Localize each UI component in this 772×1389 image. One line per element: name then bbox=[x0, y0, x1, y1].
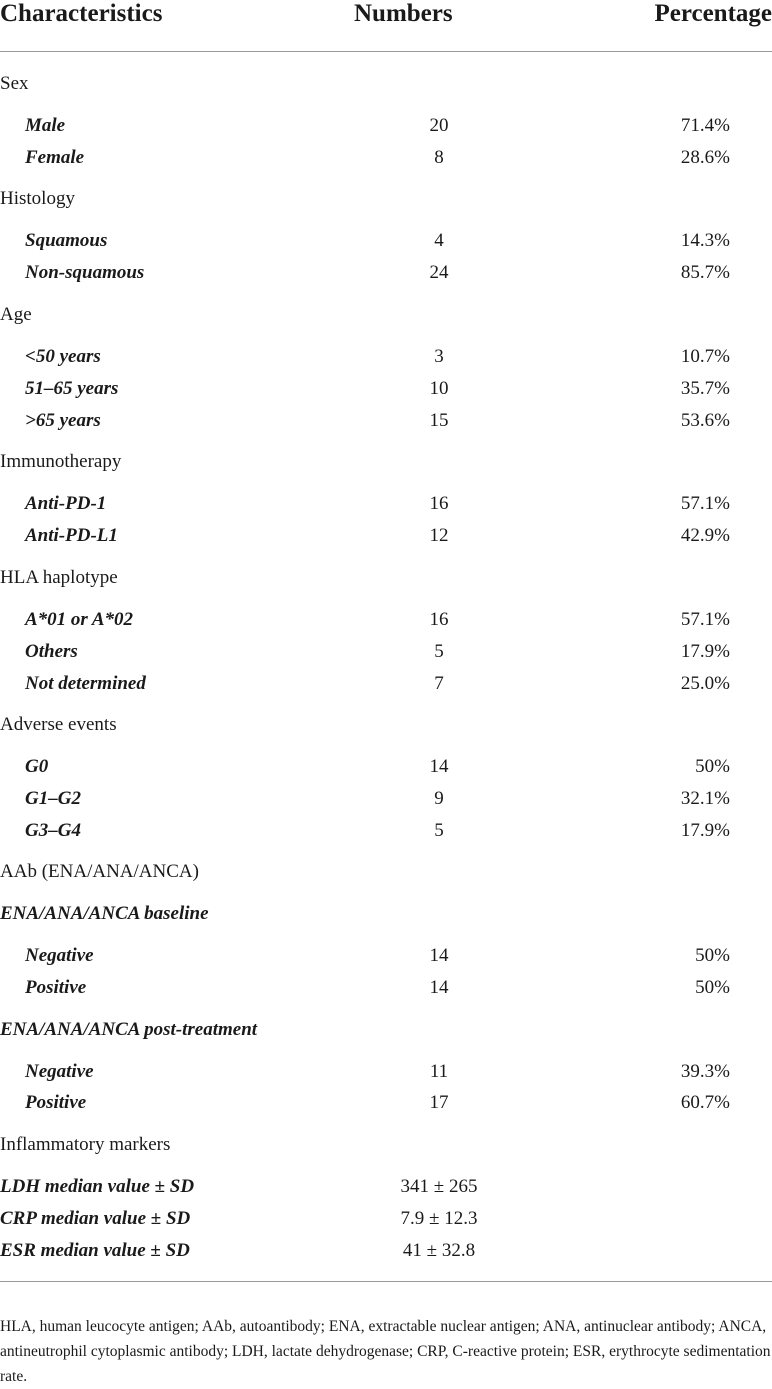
table-header bbox=[0, 0, 772, 44]
row-label: G3–G4 bbox=[25, 820, 81, 841]
row-percentage: 71.4% bbox=[680, 115, 730, 136]
table-footnote: HLA, human leucocyte antigen; AAb, autoantibody; ENA, extractable nuclear antigen; ANA, antinuclear antibody; ANCA, antineutrophil cytoplasmic antibody; LDH, lactate dehydrogenase; CRP, C-reactive protein; ESR, erythrocyte sedimentation rate. bbox=[0, 1318, 771, 1385]
row-label: Not determined bbox=[25, 673, 146, 694]
row-numbers: 12 bbox=[429, 525, 449, 546]
row-percentage: 42.9% bbox=[680, 525, 730, 546]
row-numbers: 16 bbox=[429, 609, 449, 630]
table-row bbox=[0, 262, 772, 294]
header-characteristics: Characteristics bbox=[0, 0, 163, 27]
row-percentage: 50% bbox=[695, 977, 730, 998]
row-label: Immunotherapy bbox=[0, 451, 122, 472]
table-row bbox=[0, 304, 772, 336]
row-percentage: 17.9% bbox=[680, 641, 730, 662]
table-row bbox=[0, 977, 772, 1009]
row-numbers: 41 ± 32.8 bbox=[402, 1240, 476, 1261]
table-row bbox=[0, 378, 772, 410]
table-row bbox=[0, 1019, 772, 1051]
row-percentage: 35.7% bbox=[680, 378, 730, 399]
row-numbers: 10 bbox=[429, 378, 449, 399]
row-label: Negative bbox=[25, 1061, 94, 1082]
row-label: Adverse events bbox=[0, 714, 117, 735]
row-label: ENA/ANA/ANCA post-treatment bbox=[0, 1019, 258, 1040]
row-percentage: 85.7% bbox=[680, 262, 730, 283]
table-row bbox=[0, 147, 772, 179]
table-row bbox=[0, 861, 772, 893]
row-numbers: 4 bbox=[434, 230, 444, 251]
row-percentage: 25.0% bbox=[680, 673, 730, 694]
row-percentage: 57.1% bbox=[680, 493, 730, 514]
row-numbers: 11 bbox=[429, 1061, 449, 1082]
row-label: Age bbox=[0, 304, 32, 325]
table-row bbox=[0, 567, 772, 599]
row-label: HLA haplotype bbox=[0, 567, 118, 588]
row-label: Positive bbox=[25, 977, 87, 998]
row-percentage: 57.1% bbox=[680, 609, 730, 630]
row-numbers: 20 bbox=[429, 115, 449, 136]
row-numbers: 14 bbox=[429, 756, 449, 777]
row-numbers: 8 bbox=[434, 147, 444, 168]
row-label: Inflammatory markers bbox=[0, 1134, 171, 1155]
header-numbers: Numbers bbox=[354, 0, 453, 27]
row-label: Male bbox=[25, 115, 66, 136]
row-label: Histology bbox=[0, 188, 75, 209]
row-label: Negative bbox=[25, 945, 94, 966]
table-row bbox=[0, 230, 772, 262]
row-percentage: 50% bbox=[695, 756, 730, 777]
row-label: ESR median value ± SD bbox=[0, 1240, 190, 1261]
row-numbers: 5 bbox=[434, 641, 444, 662]
row-label: AAb (ENA/ANA/ANCA) bbox=[0, 861, 199, 882]
table-row bbox=[0, 945, 772, 977]
row-label: Positive bbox=[25, 1092, 87, 1113]
row-label: CRP median value ± SD bbox=[0, 1208, 191, 1229]
row-label: 51–65 years bbox=[25, 378, 119, 399]
row-label: Others bbox=[25, 641, 78, 662]
table-row bbox=[0, 73, 772, 105]
row-numbers: 15 bbox=[429, 410, 449, 431]
row-numbers: 7 bbox=[434, 673, 444, 694]
row-label: Female bbox=[25, 147, 85, 168]
table-row bbox=[0, 641, 772, 673]
table-row bbox=[0, 756, 772, 788]
row-percentage: 17.9% bbox=[680, 820, 730, 841]
table-row bbox=[0, 903, 772, 935]
table-row bbox=[0, 525, 772, 557]
row-percentage: 10.7% bbox=[680, 346, 730, 367]
table-row bbox=[0, 609, 772, 641]
table-row bbox=[0, 451, 772, 483]
row-label: A*01 or A*02 bbox=[25, 609, 134, 630]
row-label: <50 years bbox=[25, 346, 101, 367]
table-row bbox=[0, 673, 772, 705]
row-label: G0 bbox=[25, 756, 49, 777]
row-label: Sex bbox=[0, 73, 29, 94]
row-numbers: 9 bbox=[434, 788, 444, 809]
row-numbers: 14 bbox=[429, 945, 449, 966]
row-label: G1–G2 bbox=[25, 788, 81, 809]
table-row bbox=[0, 1240, 772, 1272]
table-row bbox=[0, 346, 772, 378]
table-row bbox=[0, 1176, 772, 1208]
row-label: Non-squamous bbox=[25, 262, 145, 283]
row-label: LDH median value ± SD bbox=[0, 1176, 195, 1197]
table-row bbox=[0, 1134, 772, 1166]
row-numbers: 341 ± 265 bbox=[400, 1176, 478, 1197]
row-percentage: 39.3% bbox=[680, 1061, 730, 1082]
table-row bbox=[0, 188, 772, 220]
row-numbers: 16 bbox=[429, 493, 449, 514]
table-row bbox=[0, 1061, 772, 1093]
row-numbers: 24 bbox=[429, 262, 449, 283]
table-row bbox=[0, 788, 772, 820]
table-row bbox=[0, 115, 772, 147]
row-percentage: 28.6% bbox=[680, 147, 730, 168]
row-numbers: 14 bbox=[429, 977, 449, 998]
table-row bbox=[0, 714, 772, 746]
header-percentage: Percentage bbox=[654, 0, 772, 27]
table-row bbox=[0, 820, 772, 852]
row-label: >65 years bbox=[25, 410, 101, 431]
table-row bbox=[0, 493, 772, 525]
row-numbers: 3 bbox=[434, 346, 444, 367]
row-label: Anti-PD-1 bbox=[25, 493, 107, 514]
row-numbers: 5 bbox=[434, 820, 444, 841]
row-label: ENA/ANA/ANCA baseline bbox=[0, 903, 209, 924]
table-row bbox=[0, 1208, 772, 1240]
header-rule bbox=[0, 51, 772, 52]
table-row bbox=[0, 1092, 772, 1124]
row-numbers: 7.9 ± 12.3 bbox=[400, 1208, 478, 1229]
footer-rule bbox=[0, 1281, 772, 1282]
row-percentage: 14.3% bbox=[680, 230, 730, 251]
row-numbers: 17 bbox=[429, 1092, 449, 1113]
row-percentage: 53.6% bbox=[680, 410, 730, 431]
row-label: Anti-PD-L1 bbox=[25, 525, 118, 546]
row-percentage: 60.7% bbox=[680, 1092, 730, 1113]
row-percentage: 50% bbox=[695, 945, 730, 966]
row-label: Squamous bbox=[25, 230, 108, 251]
row-percentage: 32.1% bbox=[680, 788, 730, 809]
table-row bbox=[0, 410, 772, 442]
